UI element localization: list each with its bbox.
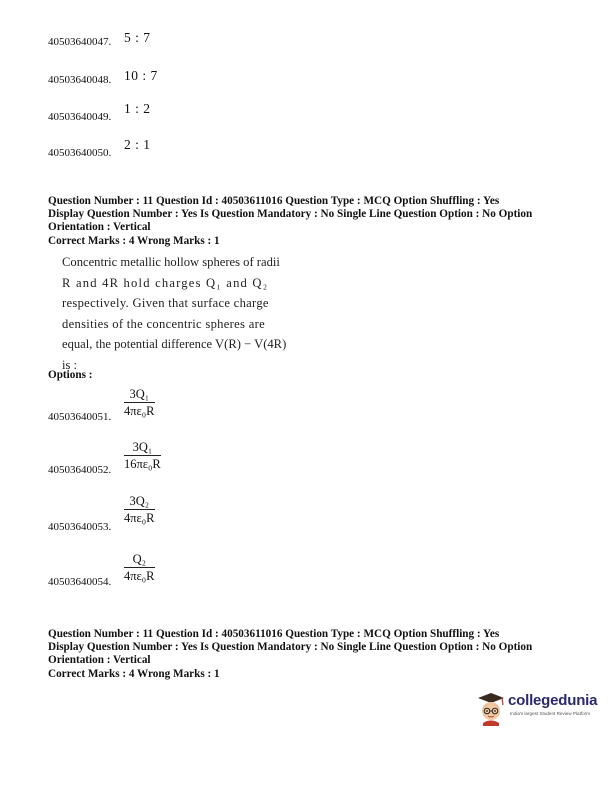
option-id: 40503640049. bbox=[48, 111, 112, 123]
question-text-line: Concentric metallic hollow spheres of radii bbox=[62, 255, 280, 269]
option-id: 40503640048. bbox=[48, 74, 112, 86]
option-fraction bbox=[124, 494, 155, 525]
question-header bbox=[48, 628, 532, 681]
option-value: 1 : 2 bbox=[124, 101, 151, 116]
question-meta-line: Question Number : 11 Question Id : 40503611016 Question Type : MCQ Option Shuffling : Yes bbox=[48, 628, 500, 640]
question-orientation: Orientation : Vertical bbox=[48, 221, 151, 234]
question-text-line: is : bbox=[62, 357, 78, 372]
question-text-line: densities of the concentric spheres are bbox=[62, 316, 265, 331]
graduate-mascot-icon bbox=[474, 690, 508, 726]
option-id: 40503640047. bbox=[48, 36, 112, 48]
option-fraction bbox=[124, 440, 161, 471]
question-marks: Correct Marks : 4 Wrong Marks : 1 bbox=[48, 234, 220, 247]
fraction-denominator: 4πε₀R bbox=[124, 511, 155, 525]
fraction-numerator: Q₂ bbox=[124, 552, 155, 568]
option-fraction bbox=[124, 387, 155, 418]
option-id: 40503640053. bbox=[48, 521, 112, 533]
option-value: 10 : 7 bbox=[124, 68, 158, 83]
option-id: 40503640054. bbox=[48, 576, 112, 588]
question-text bbox=[62, 252, 286, 376]
question-marks: Correct Marks : 4 Wrong Marks : 1 bbox=[48, 667, 220, 680]
collegedunia-logo bbox=[474, 690, 598, 730]
option-value: 2 : 1 bbox=[124, 137, 151, 152]
options-label: Options : bbox=[48, 369, 93, 381]
question-meta-line: Display Question Number : Yes Is Question Mandatory : No Single Line Question Option : No Option bbox=[48, 208, 533, 221]
question-text-line: respectively. Given that surface charge bbox=[62, 296, 269, 311]
fraction-numerator: 3Q₁ bbox=[124, 440, 161, 456]
question-meta-line: Display Question Number : Yes Is Question Mandatory : No Single Line Question Option : No Option bbox=[48, 641, 533, 654]
option-fraction bbox=[124, 552, 155, 583]
question-header bbox=[48, 195, 532, 248]
fraction-denominator: 16πε₀R bbox=[124, 457, 161, 471]
option-value: 5 : 7 bbox=[124, 30, 151, 45]
question-text-line: R and 4R hold charges Q₁ and Q₂ bbox=[62, 275, 269, 290]
fraction-numerator: 3Q₂ bbox=[124, 494, 155, 510]
fraction-denominator: 4πε₀R bbox=[124, 404, 155, 418]
fraction-denominator: 4πε₀R bbox=[124, 569, 155, 583]
option-id: 40503640052. bbox=[48, 464, 112, 476]
option-id: 40503640050. bbox=[48, 147, 112, 159]
fraction-numerator: 3Q₁ bbox=[124, 387, 155, 403]
option-id: 40503640051. bbox=[48, 411, 112, 423]
question-orientation: Orientation : Vertical bbox=[48, 654, 151, 667]
question-meta-line: Question Number : 11 Question Id : 40503611016 Question Type : MCQ Option Shuffling : Yes bbox=[48, 195, 500, 207]
question-text-line: equal, the potential difference V(R) − V(4R) bbox=[62, 337, 287, 352]
logo-wordmark: collegedunia bbox=[508, 692, 598, 709]
logo-tagline: India's largest Student Review Platform bbox=[510, 711, 591, 716]
